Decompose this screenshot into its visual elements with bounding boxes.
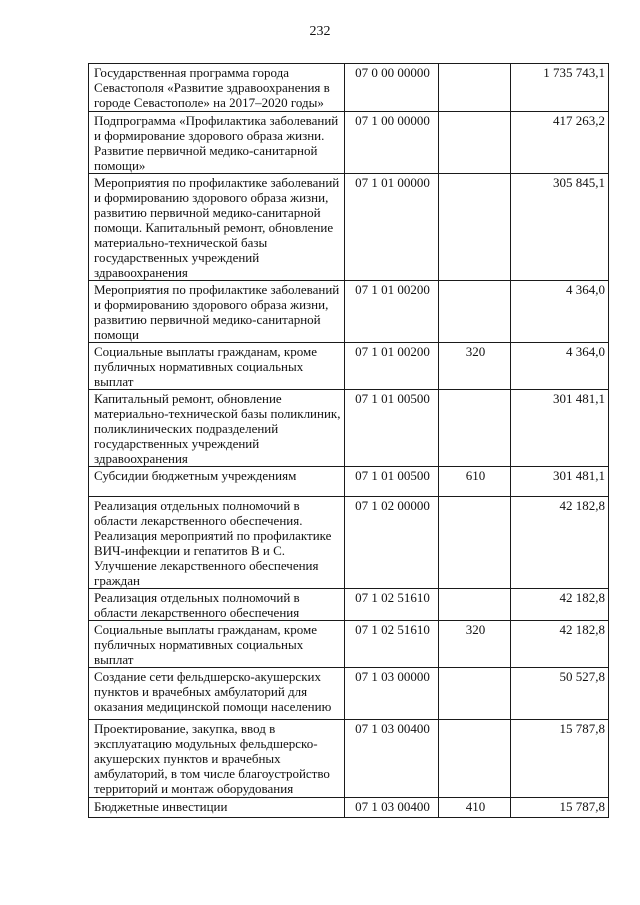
row-type (439, 668, 511, 720)
row-type (439, 589, 511, 621)
row-type (439, 281, 511, 343)
row-name: Реализация отдельных полномочий в области лекарственного обеспечения (89, 589, 345, 621)
table-row (89, 112, 609, 174)
row-sum: 15 787,8 (511, 798, 609, 818)
row-code: 07 1 02 51610 (345, 589, 439, 621)
row-name: Реализация отдельных полномочий в области лекарственного обеспечения. Реализация мероприятий по профилактике ВИЧ-инфекции и гепатитов В и С. Улучшение лекарственного обеспечения граждан (89, 497, 345, 589)
page-number: 232 (309, 24, 331, 39)
table-row (89, 174, 609, 281)
row-name: Государственная программа города Севастополя «Развитие здравоохранения в городе Севастополе» на 2017–2020 годы» (89, 64, 345, 112)
row-type (439, 497, 511, 589)
row-type (439, 112, 511, 174)
row-code: 07 1 00 00000 (345, 112, 439, 174)
row-code: 07 1 02 51610 (345, 621, 439, 668)
table-row (89, 621, 609, 668)
row-code: 07 1 01 00200 (345, 281, 439, 343)
row-name: Капитальный ремонт, обновление материально-технической базы поликлиник, поликлинических подразделений государственных учреждений здравоохранения (89, 390, 345, 467)
row-name: Бюджетные инвестиции (89, 798, 345, 818)
row-type: 320 (439, 343, 511, 390)
row-sum: 417 263,2 (511, 112, 609, 174)
row-sum: 4 364,0 (511, 281, 609, 343)
table-row (89, 668, 609, 720)
row-type (439, 720, 511, 798)
table-row (89, 64, 609, 112)
row-code: 07 1 01 00200 (345, 343, 439, 390)
row-name: Подпрограмма «Профилактика заболеваний и формирование здорового образа жизни. Развитие первичной медико-санитарной помощи» (89, 112, 345, 174)
table-row (89, 343, 609, 390)
row-name: Субсидии бюджетным учреждениям (89, 467, 345, 497)
row-name: Социальные выплаты гражданам, кроме публичных нормативных социальных выплат (89, 343, 345, 390)
row-name: Мероприятия по профилактике заболеваний и формированию здорового образа жизни, развитию первичной медико-санитарной помощи (89, 281, 345, 343)
table-row (89, 390, 609, 467)
row-code: 07 1 01 00500 (345, 390, 439, 467)
row-code: 07 0 00 00000 (345, 64, 439, 112)
table-row (89, 467, 609, 497)
row-type (439, 174, 511, 281)
row-sum: 301 481,1 (511, 390, 609, 467)
budget-table (88, 63, 609, 818)
row-name: Создание сети фельдшерско-акушерских пунктов и врачебных амбулаторий для оказания медицинской помощи населению (89, 668, 345, 720)
row-sum: 50 527,8 (511, 668, 609, 720)
row-type: 410 (439, 798, 511, 818)
row-sum: 4 364,0 (511, 343, 609, 390)
table-row (89, 589, 609, 621)
row-sum: 301 481,1 (511, 467, 609, 497)
row-sum: 42 182,8 (511, 621, 609, 668)
row-name: Проектирование, закупка, ввод в эксплуатацию модульных фельдшерско-акушерских пунктов и врачебных амбулаторий, в том числе благоустройство территорий и монтаж оборудования (89, 720, 345, 798)
row-sum: 305 845,1 (511, 174, 609, 281)
row-code: 07 1 02 00000 (345, 497, 439, 589)
row-type (439, 390, 511, 467)
row-name: Социальные выплаты гражданам, кроме публичных нормативных социальных выплат (89, 621, 345, 668)
row-code: 07 1 03 00400 (345, 798, 439, 818)
row-name: Мероприятия по профилактике заболеваний и формированию здорового образа жизни, развитию первичной медико-санитарной помощи. Капитальный ремонт, обновление материально-технической базы государственных учреждений здравоохранения (89, 174, 345, 281)
table-row (89, 720, 609, 798)
table-row (89, 281, 609, 343)
row-code: 07 1 01 00500 (345, 467, 439, 497)
row-sum: 42 182,8 (511, 589, 609, 621)
row-sum: 42 182,8 (511, 497, 609, 589)
row-code: 07 1 01 00000 (345, 174, 439, 281)
row-code: 07 1 03 00000 (345, 668, 439, 720)
row-code: 07 1 03 00400 (345, 720, 439, 798)
table-row (89, 497, 609, 589)
row-type: 610 (439, 467, 511, 497)
table-row (89, 798, 609, 818)
row-type (439, 64, 511, 112)
row-type: 320 (439, 621, 511, 668)
row-sum: 1 735 743,1 (511, 64, 609, 112)
row-sum: 15 787,8 (511, 720, 609, 798)
